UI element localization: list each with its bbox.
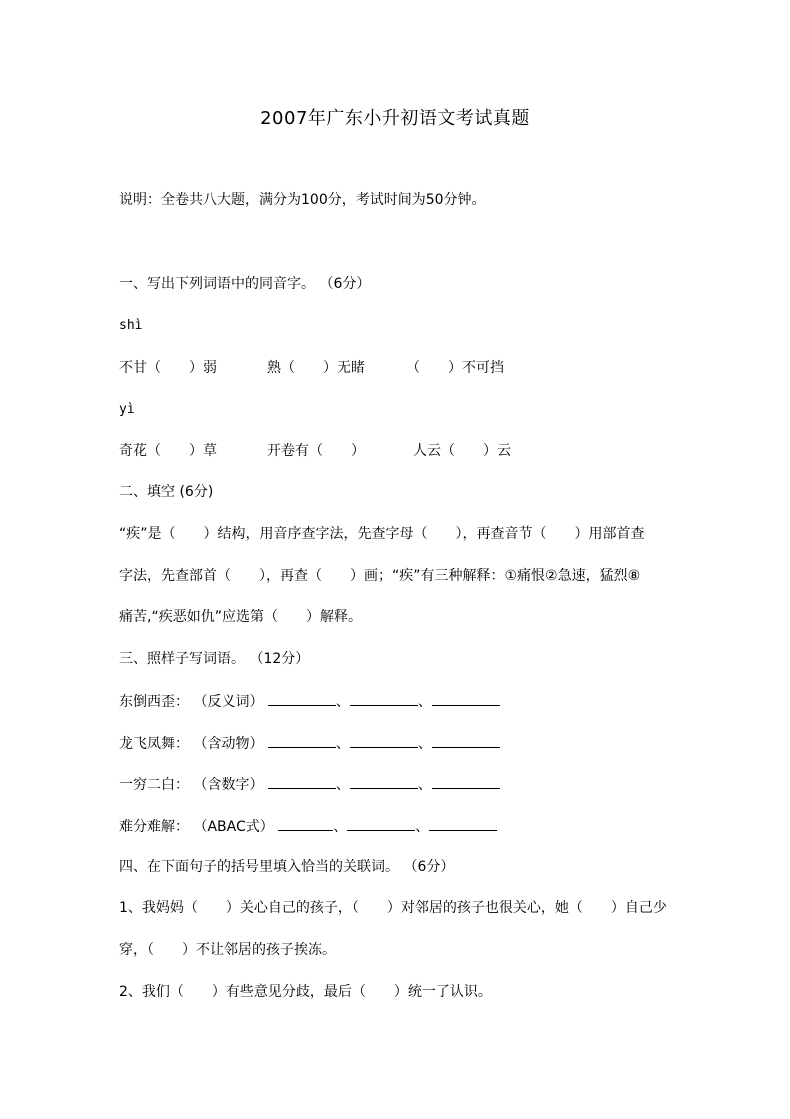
section-1-heading: 一、写出下列词语中的同音字。 （6分） xyxy=(119,276,371,292)
section-2-heading: 二、填空 (6分) xyxy=(119,484,214,500)
word-exercise-row xyxy=(119,732,500,754)
word-exercise-label: 东倒西歪： （反义词） xyxy=(119,694,264,710)
pinyin-shi: shì xyxy=(119,318,143,333)
homophone-item: 奇花（ ）草 xyxy=(119,443,217,459)
conjunction-question: 2、我们（ ）有些意见分歧，最后（ ）统一了认识。 xyxy=(119,984,492,1000)
answer-blank[interactable] xyxy=(432,690,500,706)
answer-blank[interactable] xyxy=(429,815,497,831)
answer-blank[interactable] xyxy=(278,815,333,831)
fill-blank-line: 字法，先查部首（ ），再查（ ）画；“疾”有三种解释：①痛恨②急速，猛烈⑧ xyxy=(119,568,641,584)
separator: 、 xyxy=(417,694,432,710)
homophone-item: 熟（ ）无睹 xyxy=(267,360,365,376)
page-title: 2007年广东小升初语文考试真题 xyxy=(260,108,530,129)
homophone-item: 人云（ ）云 xyxy=(413,443,511,459)
word-exercise-row xyxy=(119,815,497,837)
answer-blank[interactable] xyxy=(268,732,336,748)
word-exercise-label: 一穷二白： （含数字） xyxy=(119,777,264,793)
separator: 、 xyxy=(333,819,348,835)
answer-blank[interactable] xyxy=(350,690,418,706)
separator: 、 xyxy=(417,777,432,793)
conjunction-question: 穿，（ ）不让邻居的孩子挨冻。 xyxy=(119,942,336,958)
answer-blank[interactable] xyxy=(432,732,500,748)
conjunction-question: 1、我妈妈（ ）关心自己的孩子，（ ）对邻居的孩子也很关心，她（ ）自己少 xyxy=(119,900,667,916)
section-4-heading: 四、在下面句子的括号里填入恰当的关联词。 （6分） xyxy=(119,859,455,875)
word-exercise-row xyxy=(119,690,500,712)
answer-blank[interactable] xyxy=(268,690,336,706)
exam-instructions: 说明：全卷共八大题，满分为100分，考试时间为50分钟。 xyxy=(119,192,486,208)
answer-blank[interactable] xyxy=(268,773,336,789)
homophone-item: （ ）不可挡 xyxy=(406,360,504,376)
fill-blank-line: “疾”是（ ）结构，用音序查字法，先查字母（ ），再查音节（ ）用部首查 xyxy=(119,526,645,542)
word-exercise-label: 龙飞凤舞： （含动物） xyxy=(119,736,264,752)
separator: 、 xyxy=(335,736,350,752)
answer-blank[interactable] xyxy=(347,815,415,831)
pinyin-yi: yì xyxy=(119,402,135,417)
answer-blank[interactable] xyxy=(350,732,418,748)
word-exercise-row xyxy=(119,773,500,795)
homophone-item: 开卷有（ ） xyxy=(267,443,365,459)
homophone-item: 不甘（ ）弱 xyxy=(119,360,217,376)
separator: 、 xyxy=(417,736,432,752)
separator: 、 xyxy=(415,819,430,835)
answer-blank[interactable] xyxy=(350,773,418,789)
separator: 、 xyxy=(335,694,350,710)
section-3-heading: 三、照样子写词语。 （12分） xyxy=(119,651,310,667)
word-exercise-label: 难分难解： （ABAC式） xyxy=(119,819,274,835)
fill-blank-line: 痛苦,“疾恶如仇”应选第（ ）解释。 xyxy=(119,609,362,625)
answer-blank[interactable] xyxy=(432,773,500,789)
separator: 、 xyxy=(335,777,350,793)
